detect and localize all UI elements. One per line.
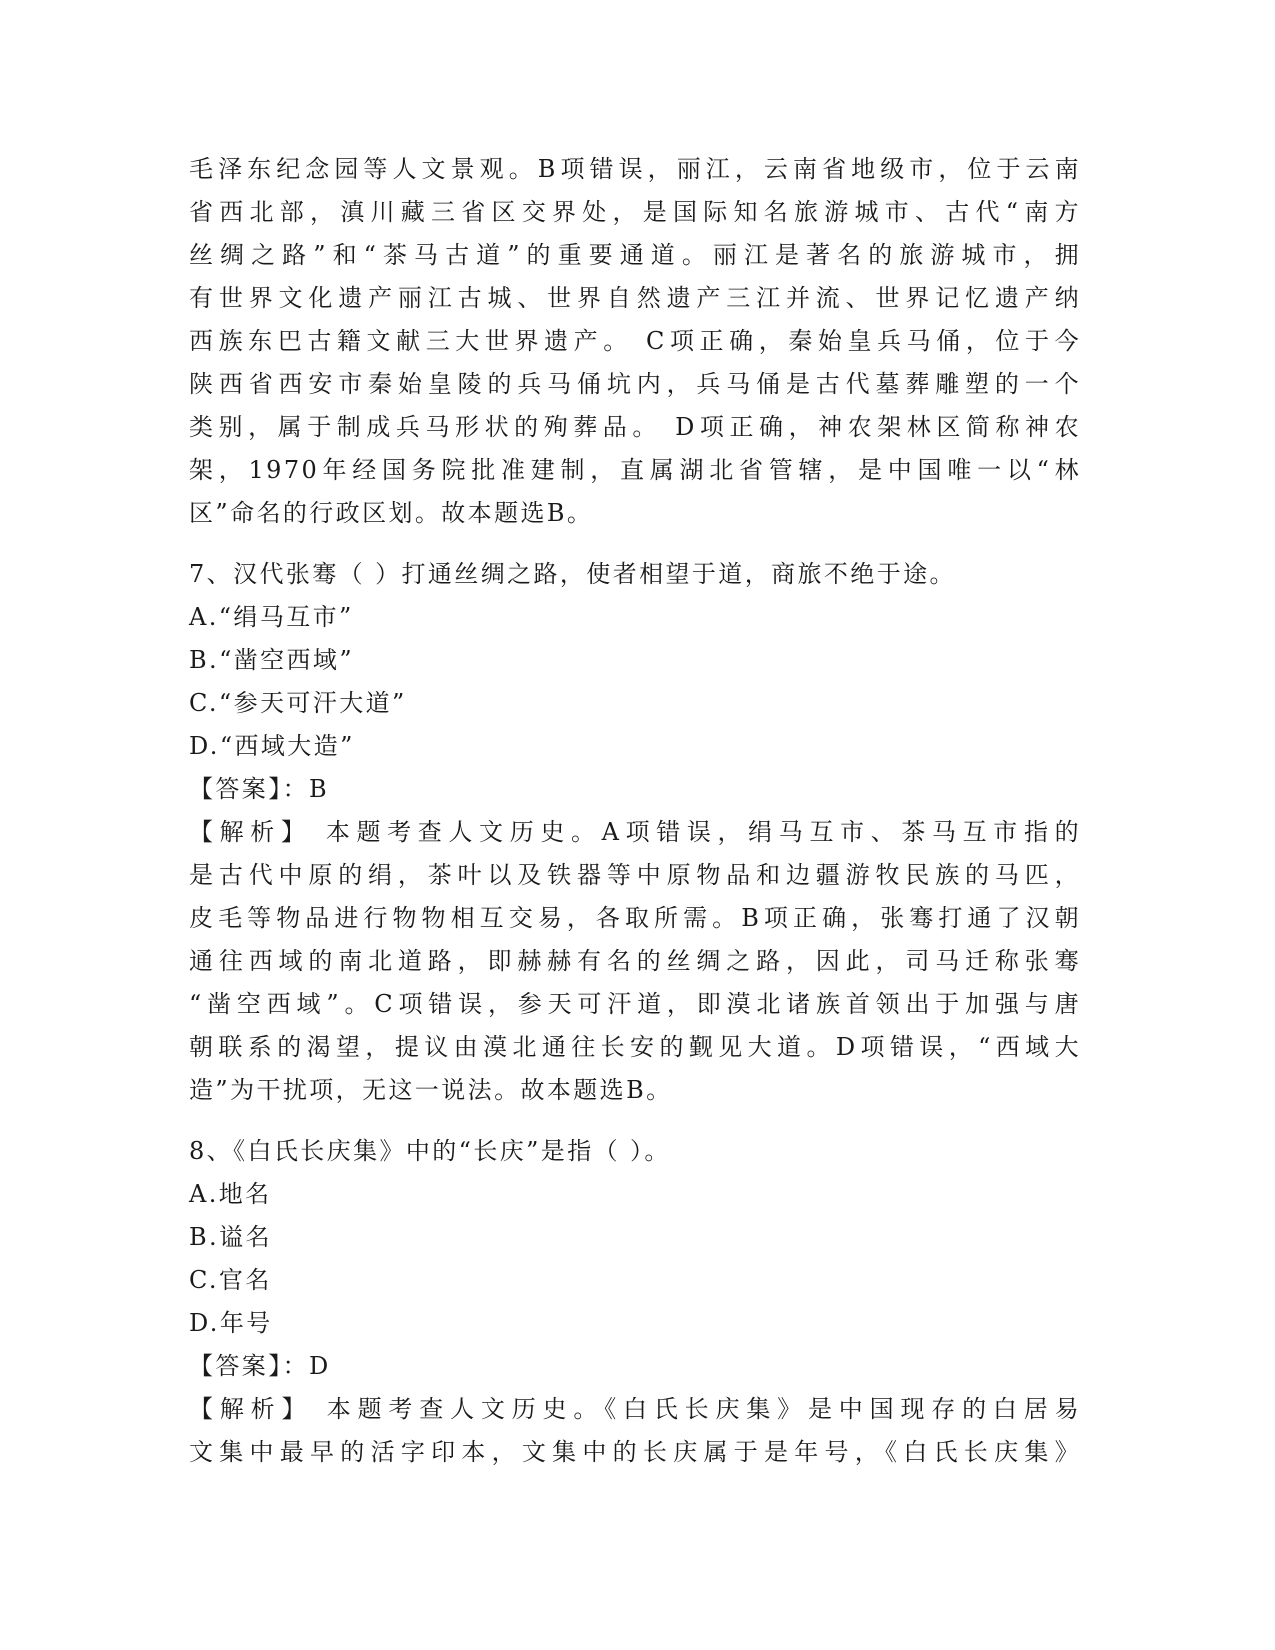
question-8 bbox=[189, 1130, 1081, 1474]
document-page bbox=[189, 148, 1081, 1474]
question-text: 7、汉代张骞（ ）打通丝绸之路，使者相望于道，商旅不绝于途。 bbox=[189, 560, 956, 588]
explanation-line: 区”命名的行政区划。故本题选B。 bbox=[189, 499, 594, 527]
spacer bbox=[189, 535, 1081, 553]
spacer bbox=[189, 1112, 1081, 1130]
option-c: C.官名 bbox=[189, 1266, 272, 1294]
explanation-line: 朝联系的渴望，提议由漠北通往长安的觐见大道。D项错误，“西域大 bbox=[189, 1033, 1081, 1061]
previous-explanation bbox=[189, 148, 1081, 535]
option-a: A.地名 bbox=[189, 1180, 272, 1208]
explanation-line: 【解析】 本题考查人文历史。A项错误，绢马互市、茶马互市指的 bbox=[189, 818, 1081, 846]
option-d: D.年号 bbox=[189, 1309, 273, 1337]
explanation-line: 西族东巴古籍文献三大世界遗产。 C项正确，秦始皇兵马俑，位于今 bbox=[189, 327, 1081, 355]
explanation-line: 丝绸之路”和“茶马古道”的重要通道。丽江是著名的旅游城市，拥 bbox=[189, 241, 1081, 269]
option-c: C.“参天可汗大道” bbox=[189, 689, 407, 717]
explanation-line: 通往西域的南北道路，即赫赫有名的丝绸之路，因此，司马迁称张骞 bbox=[189, 947, 1081, 975]
explanation-line: 有世界文化遗产丽江古城、世界自然遗产三江并流、世界记忆遗产纳 bbox=[189, 284, 1081, 312]
option-a: A.“绢马互市” bbox=[189, 603, 354, 631]
answer-line: 【答案】：B bbox=[189, 775, 330, 803]
question-text: 8、《白氏长庆集》中的“长庆”是指（ ）。 bbox=[189, 1137, 671, 1165]
explanation-line: 文集中最早的活字印本，文集中的长庆属于是年号，《白氏长庆集》 bbox=[189, 1438, 1081, 1466]
explanation-line: 架，1970年经国务院批准建制，直属湖北省管辖，是中国唯一以“林 bbox=[189, 456, 1081, 484]
question-7 bbox=[189, 553, 1081, 1112]
option-b: B.谥名 bbox=[189, 1223, 272, 1251]
explanation-line: 陕西省西安市秦始皇陵的兵马俑坑内，兵马俑是古代墓葬雕塑的一个 bbox=[189, 370, 1081, 398]
explanation-line: 省西北部，滇川藏三省区交界处，是国际知名旅游城市、古代“南方 bbox=[189, 198, 1081, 226]
explanation-line: 是古代中原的绢，茶叶以及铁器等中原物品和边疆游牧民族的马匹， bbox=[189, 861, 1081, 889]
explanation-line: 类别，属于制成兵马形状的殉葬品。 D项正确，神农架林区简称神农 bbox=[189, 413, 1081, 441]
explanation-line: 造”为干扰项，无这一说法。故本题选B。 bbox=[189, 1076, 673, 1104]
answer-line: 【答案】：D bbox=[189, 1352, 331, 1380]
explanation-line: 毛泽东纪念园等人文景观。B项错误，丽江，云南省地级市，位于云南 bbox=[189, 155, 1081, 183]
option-d: D.“西域大造” bbox=[189, 732, 355, 760]
explanation-line: “凿空西域”。C项错误，参天可汗道，即漠北诸族首领出于加强与唐 bbox=[189, 990, 1081, 1018]
explanation-line: 【解析】 本题考查人文历史。《白氏长庆集》是中国现存的白居易 bbox=[189, 1395, 1081, 1423]
explanation-line: 皮毛等物品进行物物相互交易，各取所需。B项正确，张骞打通了汉朝 bbox=[189, 904, 1081, 932]
option-b: B.“凿空西域” bbox=[189, 646, 355, 674]
